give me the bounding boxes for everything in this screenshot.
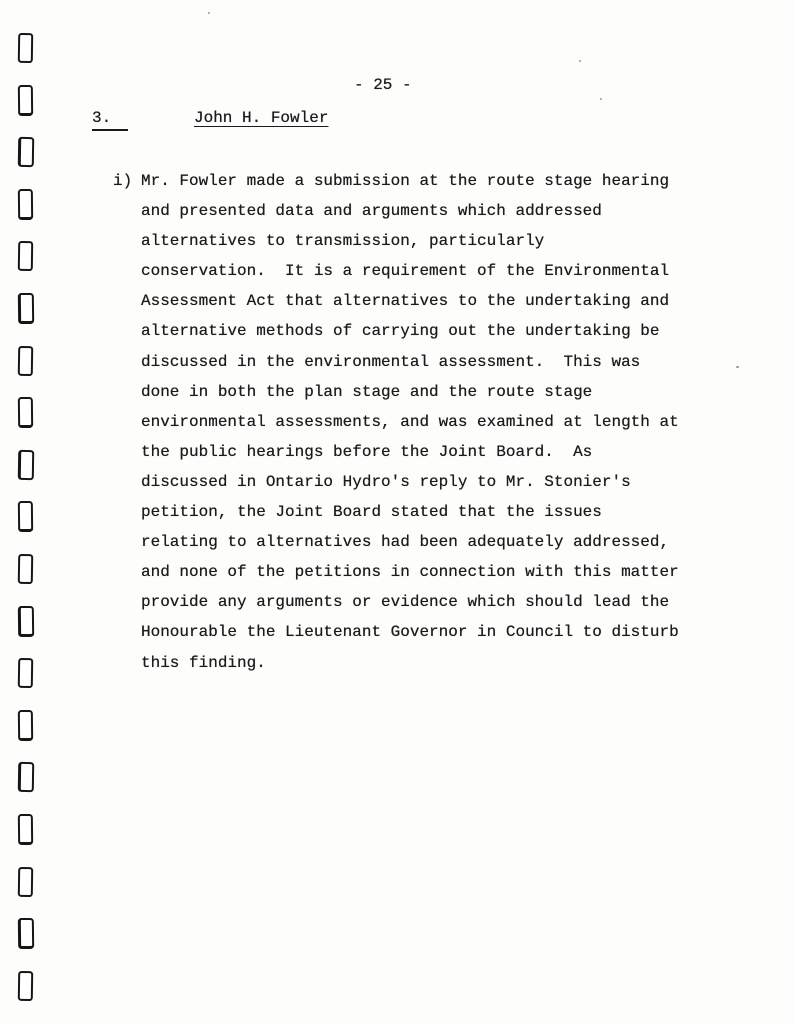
scan-speck (579, 60, 581, 62)
paragraph-line: the public hearings before the Joint Board. As (141, 442, 593, 461)
paragraph-line: Assessment Act that alternatives to the undertaking and (141, 292, 670, 311)
paragraph-line: discussed in the environmental assessment. This was (141, 352, 641, 371)
section-number: 3. (92, 109, 128, 131)
paragraph-line: petition, the Joint Board stated that the issues (141, 503, 602, 522)
binder-hole (18, 501, 33, 532)
scan-speck (600, 98, 602, 100)
binder-hole (18, 554, 33, 584)
binder-hole (18, 189, 33, 220)
paragraph-line: provide any arguments or evidence which should lead the (141, 593, 670, 612)
section-title: John H. Fowler (194, 109, 329, 127)
page-number: - 25 - (354, 76, 412, 94)
binder-hole (18, 345, 33, 375)
scan-speck (736, 366, 739, 368)
binder-hole (18, 293, 34, 324)
paragraph-line: done in both the plan stage and the route stage (141, 382, 593, 401)
binder-hole (18, 866, 33, 896)
paragraph-line: alternative methods of carrying out the undertaking be (141, 322, 660, 341)
paragraph-line: Honourable the Lieutenant Governor in Council to disturb (141, 623, 679, 642)
binder-hole (18, 450, 34, 480)
binder-hole (18, 971, 33, 1001)
binder-hole (18, 814, 33, 845)
binder-hole (18, 137, 34, 167)
paragraph-line: this finding. (141, 653, 266, 672)
binder-hole (18, 710, 33, 741)
scan-speck (208, 12, 210, 14)
binder-hole-column (18, 33, 34, 1022)
list-marker: i) (113, 172, 133, 190)
paragraph-line: discussed in Ontario Hydro's reply to Mr. Stonier's (141, 472, 631, 491)
paragraph-line: relating to alternatives had been adequately addressed, (141, 533, 670, 552)
paragraph-line: and none of the petitions in connection with this matter (141, 563, 679, 582)
paragraph-line: alternatives to transmission, particularly (141, 232, 545, 251)
paragraph-line: and presented data and arguments which addressed (141, 202, 602, 221)
binder-hole (18, 33, 33, 63)
binder-hole (18, 397, 33, 428)
paragraph-line: environmental assessments, and was examined at length at (141, 412, 679, 431)
binder-hole (18, 85, 33, 116)
paragraph-line: conservation. It is a requirement of the Environmental (141, 262, 670, 281)
paragraph-line: Mr. Fowler made a submission at the route stage hearing (141, 172, 670, 190)
paragraph (113, 166, 679, 678)
binder-hole (18, 658, 33, 688)
binder-hole (18, 918, 34, 949)
binder-hole (18, 241, 33, 271)
binder-hole (18, 605, 34, 636)
binder-hole (18, 762, 34, 792)
